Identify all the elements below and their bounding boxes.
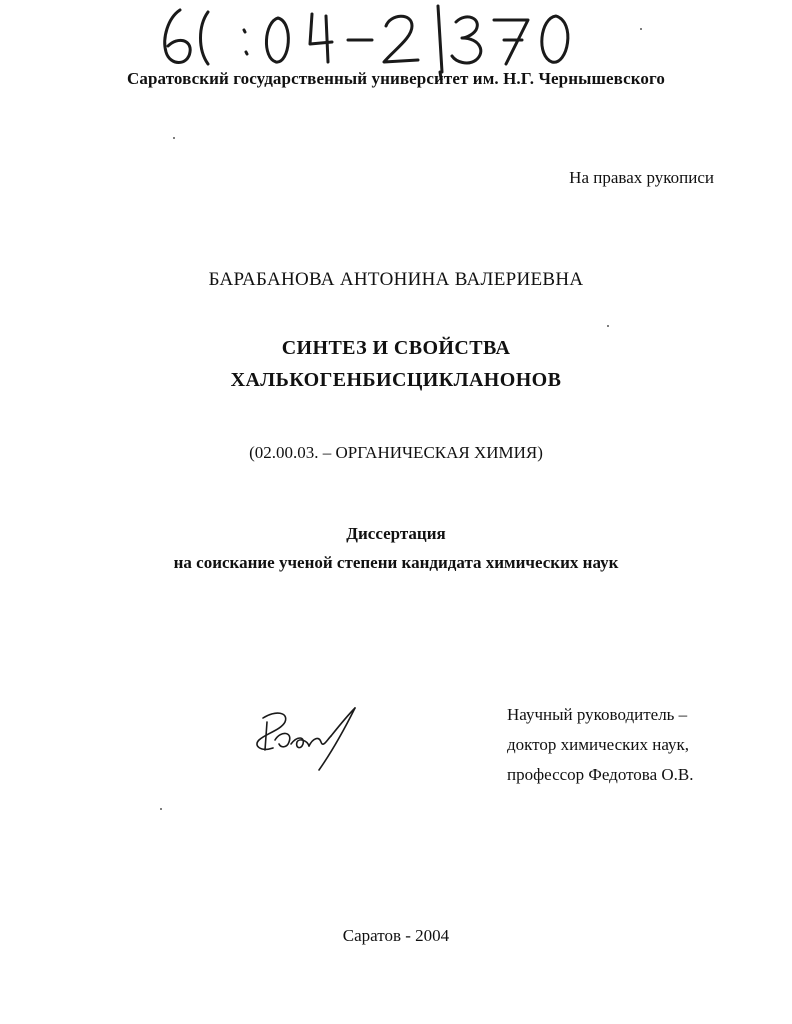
specialty-code: (02.00.03. – ОРГАНИЧЕСКАЯ ХИМИЯ) — [249, 443, 543, 462]
city-year: Саратов - 2004 — [342, 926, 450, 945]
scan-speck — [160, 808, 162, 810]
thesis-title-line-2: ХАЛЬКОГЕНБИСЦИКЛАНОНОВ — [230, 369, 562, 391]
supervisor-role: Научный руководитель – — [507, 705, 688, 724]
scan-speck — [607, 325, 609, 327]
supervisor-block — [507, 700, 694, 790]
dissertation-type: Диссертация — [346, 524, 446, 543]
university-name: Саратовский государственный университет им. Н.Г. Чернышевского — [127, 69, 665, 88]
rights-notice: На правах рукописи — [569, 168, 714, 187]
handwritten-signature — [245, 700, 375, 775]
dissertation-purpose: на соискание ученой степени кандидата химических наук — [173, 553, 619, 572]
supervisor-degree: доктор химических наук, — [507, 735, 690, 754]
author-name: БАРАБАНОВА АНТОНИНА ВАЛЕРИЕВНА — [208, 269, 584, 290]
thesis-title-line-1: СИНТЕЗ И СВОЙСТВА — [281, 337, 511, 359]
scan-speck — [640, 28, 642, 30]
supervisor-name: профессор Федотова О.В. — [507, 765, 694, 784]
handwritten-archive-number — [150, 0, 600, 80]
scan-speck — [173, 137, 175, 139]
